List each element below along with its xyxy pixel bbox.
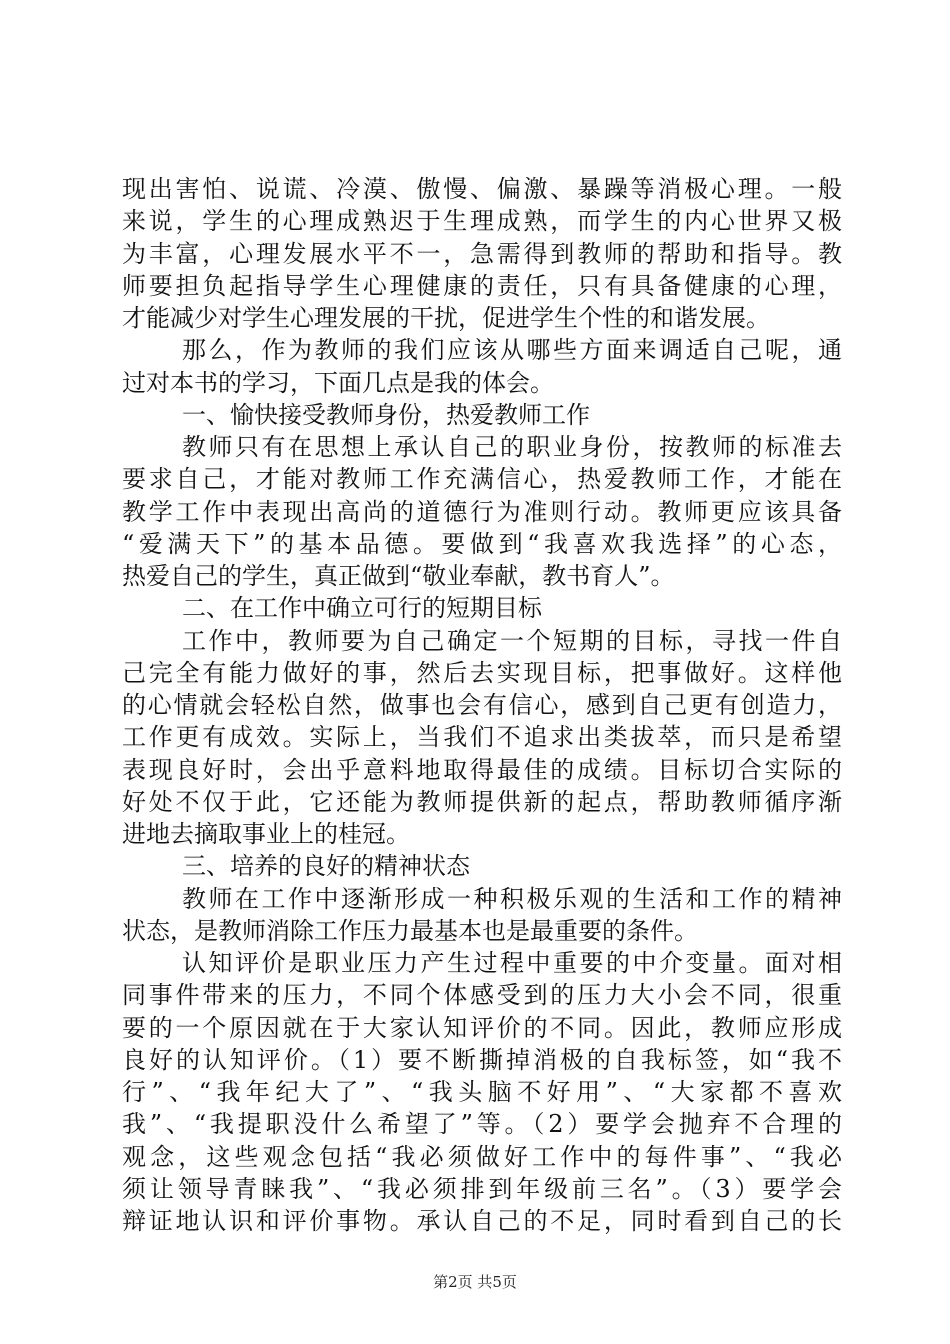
text-line: 认知评价是职业压力产生过程中重要的中介变量。面对相	[182, 949, 842, 977]
text-line: 工作更有成效。实际上，当我们不追求出类拔萃，而只是希望	[122, 723, 842, 752]
text-line: 才能减少对学生心理发展的干扰，促进学生个性的和谐发展。	[122, 304, 770, 332]
text-line: 行”、“我年纪大了”、“我头脑不好用”、“大家都不喜欢	[122, 1078, 842, 1106]
body-text	[122, 173, 842, 1237]
text-line: 我”、“我提职没什么希望了”等。（2）要学会抛弃不合理的	[122, 1110, 842, 1139]
text-line: 师要担负起指导学生心理健康的责任，只有具备健康的心理，	[122, 271, 842, 300]
text-line: 教师只有在思想上承认自己的职业身份，按教师的标准去	[182, 433, 842, 461]
text-line: 要求自己，才能对教师工作充满信心，热爱教师工作，才能在	[122, 465, 842, 494]
page-number-footer: 第2页 共5页	[433, 1273, 517, 1291]
text-line: 的心情就会轻松自然，做事也会有信心，感到自己更有创造力，	[122, 691, 842, 719]
text-line: 表现良好时，会出乎意料地取得最佳的成绩。目标切合实际的	[122, 755, 842, 784]
text-line: 观念，这些观念包括“我必须做好工作中的每件事”、“我必	[122, 1142, 842, 1171]
text-line: “爱满天下”的基本品德。要做到“我喜欢我选择”的心态，	[122, 529, 842, 558]
text-line: 好处不仅于此，它还能为教师提供新的起点，帮助教师循序渐	[122, 787, 842, 816]
text-line: 那么，作为教师的我们应该从哪些方面来调适自己呢，通	[182, 336, 842, 365]
text-line: 为丰富，心理发展水平不一，急需得到教师的帮助和指导。教	[122, 239, 842, 268]
text-line: 须让领导青睐我”、“我必须排到年级前三名”。（3）要学会	[122, 1174, 842, 1203]
text-line: 过对本书的学习，下面几点是我的体会。	[122, 368, 554, 397]
text-line: 状态，是教师消除工作压力最基本也是最重要的条件。	[122, 916, 698, 945]
text-line: 良好的认知评价。（1）要不断撕掉消极的自我标签，如“我不	[122, 1045, 842, 1074]
text-line: 热爱自己的学生，真正做到“敬业奉献，教书育人”。	[122, 562, 675, 590]
text-line: 同事件带来的压力，不同个体感受到的压力大小会不同，很重	[122, 981, 842, 1010]
text-line: 来说，学生的心理成熟迟于生理成熟，而学生的内心世界又极	[122, 207, 842, 236]
section-heading-1: 一、愉快接受教师身份，热爱教师工作	[182, 400, 590, 429]
section-heading-2: 二、在工作中确立可行的短期目标	[182, 594, 542, 623]
text-line: 现出害怕、说谎、冷漠、傲慢、偏激、暴躁等消极心理。一般	[122, 175, 842, 203]
section-heading-3: 三、培养的良好的精神状态	[182, 852, 470, 881]
text-line: 教师在工作中逐渐形成一种积极乐观的生活和工作的精神	[182, 884, 842, 913]
text-line: 己完全有能力做好的事，然后去实现目标，把事做好。这样他	[122, 658, 842, 687]
text-line: 进地去摘取事业上的桂冠。	[122, 820, 410, 848]
text-line: 教学工作中表现出高尚的道德行为准则行动。教师更应该具备	[122, 497, 842, 526]
text-line: 辩证地认识和评价事物。承认自己的不足，同时看到自己的长	[122, 1207, 842, 1235]
text-line: 要的一个原因就在于大家认知评价的不同。因此，教师应形成	[122, 1013, 842, 1042]
text-line: 工作中，教师要为自己确定一个短期的目标，寻找一件自	[182, 626, 842, 655]
